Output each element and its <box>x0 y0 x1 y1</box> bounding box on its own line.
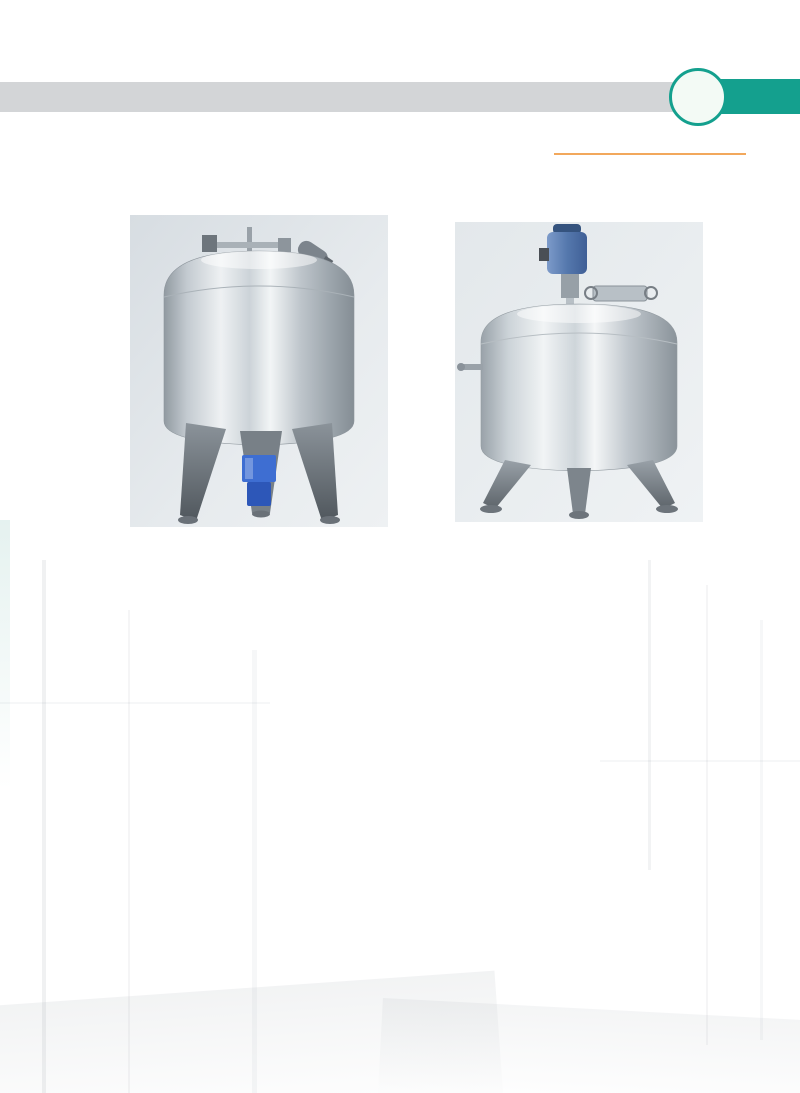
left-tank-image <box>130 215 388 527</box>
header-gray-bar <box>0 82 676 112</box>
series-title-block <box>554 147 746 155</box>
page-number-badge <box>669 68 727 126</box>
right-tank-image <box>455 222 703 522</box>
title-underline <box>554 153 746 155</box>
